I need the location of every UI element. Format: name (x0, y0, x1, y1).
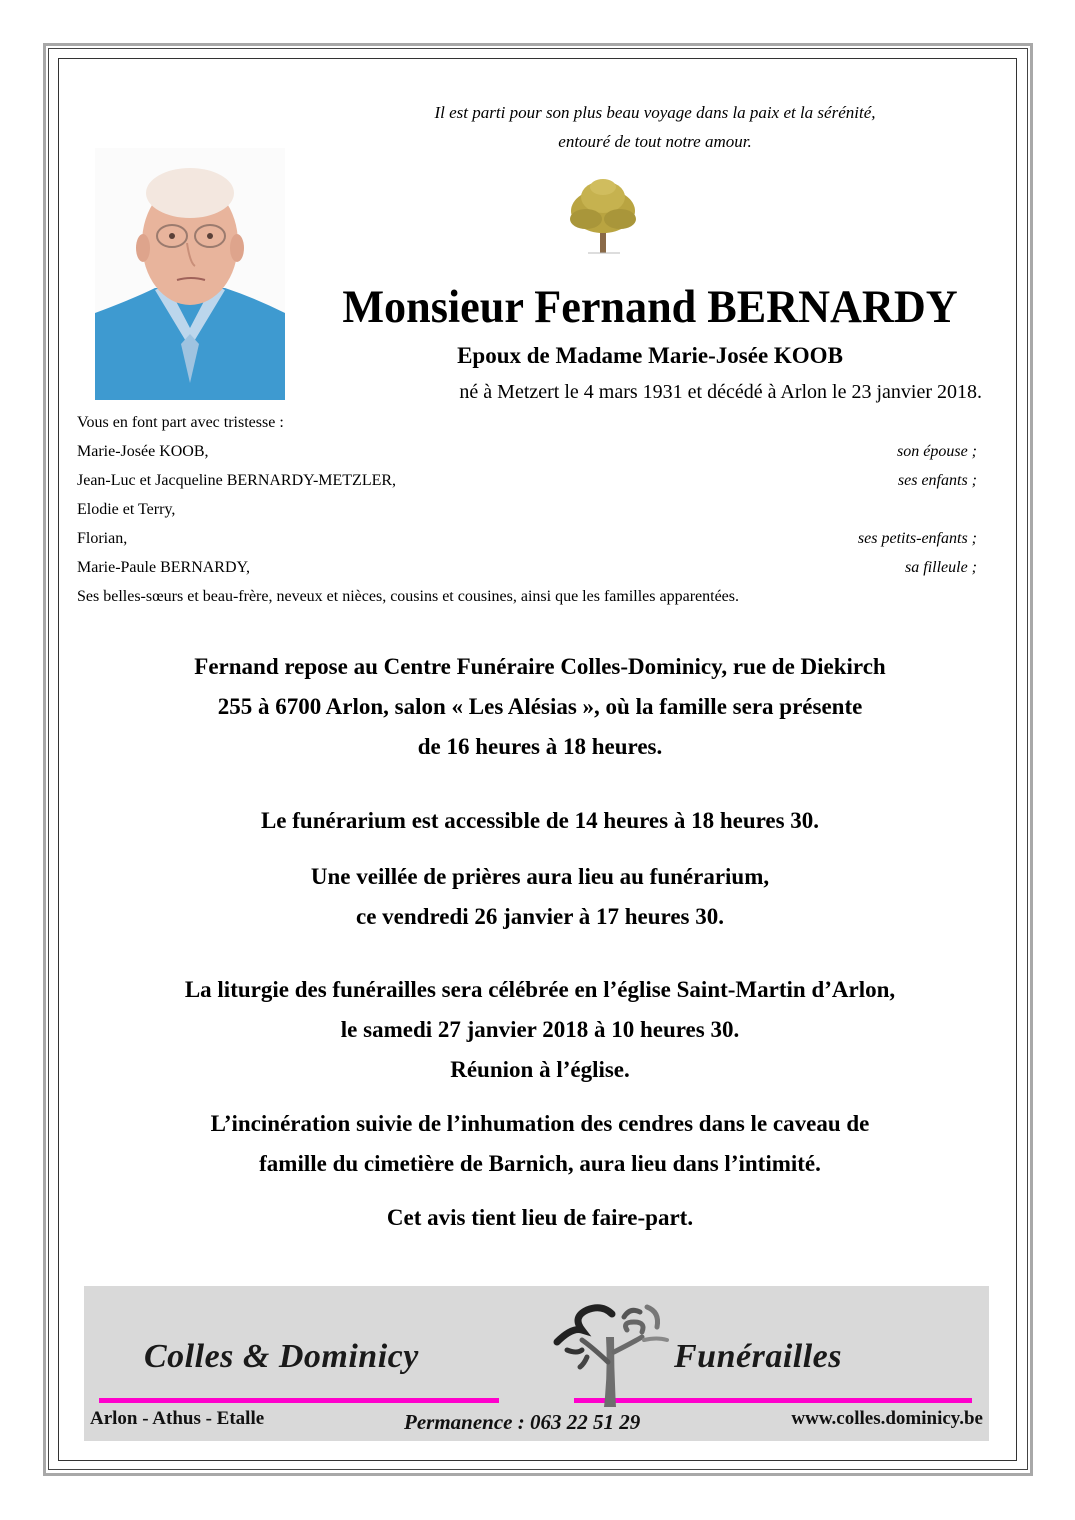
family-member-name: Elodie et Terry, (77, 501, 176, 518)
portrait-photo (95, 148, 285, 400)
deceased-name: Monsieur Fernand BERNARDY (342, 281, 958, 333)
family-relation: ses petits-enfants ; (857, 530, 977, 547)
family-closing: Ses belles-sœurs et beau-frère, neveux et nièces, cousins et cousines, ainsi que les familles apparentées. (77, 588, 739, 605)
paragraph-line: famille du cimetière de Barnich, aura lieu dans l’intimité. (259, 1151, 821, 1176)
family-relation: son épouse ; (897, 443, 977, 460)
family-intro: Vous en font part avec tristesse : (77, 414, 284, 431)
family-row (77, 524, 977, 553)
paragraph-funerarium-hours (70, 801, 1010, 841)
paragraph-line: Cet avis tient lieu de faire-part. (386, 1205, 694, 1230)
footer-phone: Permanence : 063 22 51 29 (404, 1410, 641, 1434)
family-row (77, 466, 977, 495)
family-member-name: Florian, (77, 530, 128, 547)
paragraph-closing (70, 1198, 1010, 1238)
family-row (77, 495, 977, 524)
family-member-name: Marie-Paule BERNARDY, (77, 559, 251, 576)
brand-name-right: Funérailles (674, 1338, 842, 1375)
family-closing-row (77, 582, 977, 611)
birth-death-line: né à Metzert le 4 mars 1931 et décédé à Arlon le 23 janvier 2018. (459, 381, 982, 403)
funeral-home-footer (84, 1286, 989, 1441)
paragraph-line: le samedi 27 janvier 2018 à 10 heures 30. (340, 1017, 740, 1042)
quote-line: entouré de tout notre amour. (558, 132, 752, 151)
family-member-name: Jean-Luc et Jacqueline BERNARDY-METZLER, (77, 472, 397, 489)
footer-locations: Arlon - Athus - Etalle (90, 1408, 265, 1429)
family-row (77, 437, 977, 466)
paragraph-line: Une veillée de prières aura lieu au funérarium, (310, 864, 770, 889)
epigraph-quote (300, 98, 1010, 156)
paragraph-cremation (70, 1104, 1010, 1184)
paragraph-liturgy (70, 970, 1010, 1090)
paragraph-line: 255 à 6700 Arlon, salon « Les Alésias », où la famille sera présente (217, 694, 863, 719)
tree-logo-icon (542, 1292, 682, 1412)
paragraph-resting-place (70, 647, 1010, 767)
family-member-name: Marie-Josée KOOB, (77, 443, 209, 460)
brand-name-left: Colles & Dominicy (144, 1338, 419, 1375)
tree-illustration (558, 175, 648, 255)
paragraph-line: Le funérarium est accessible de 14 heures à 18 heures 30. (260, 808, 820, 833)
paragraph-line: Fernand repose au Centre Funéraire Colles-Dominicy, rue de Diekirch (194, 654, 886, 679)
family-relation: ses enfants ; (897, 472, 977, 489)
quote-line: Il est parti pour son plus beau voyage dans la paix et la sérénité, (434, 103, 876, 122)
paragraph-line: ce vendredi 26 janvier à 17 heures 30. (356, 904, 724, 929)
family-relation: sa filleule ; (905, 559, 977, 576)
family-row (77, 553, 977, 582)
paragraph-line: L’incinération suivie de l’inhumation des cendres dans le caveau de (210, 1111, 870, 1136)
paragraph-line: Réunion à l’église. (450, 1057, 630, 1082)
paragraph-line: de 16 heures à 18 heures. (417, 734, 663, 759)
paragraph-vigil (70, 857, 1010, 937)
footer-website-link[interactable]: www.colles.dominicy.be (791, 1408, 983, 1429)
family-intro-row (77, 408, 977, 437)
accent-line-left (99, 1398, 499, 1403)
paragraph-line: La liturgie des funérailles sera célébrée en l’église Saint-Martin d’Arlon, (184, 977, 896, 1002)
family-list (77, 408, 977, 611)
spouse-line: Epoux de Madame Marie-Josée KOOB (457, 343, 843, 368)
